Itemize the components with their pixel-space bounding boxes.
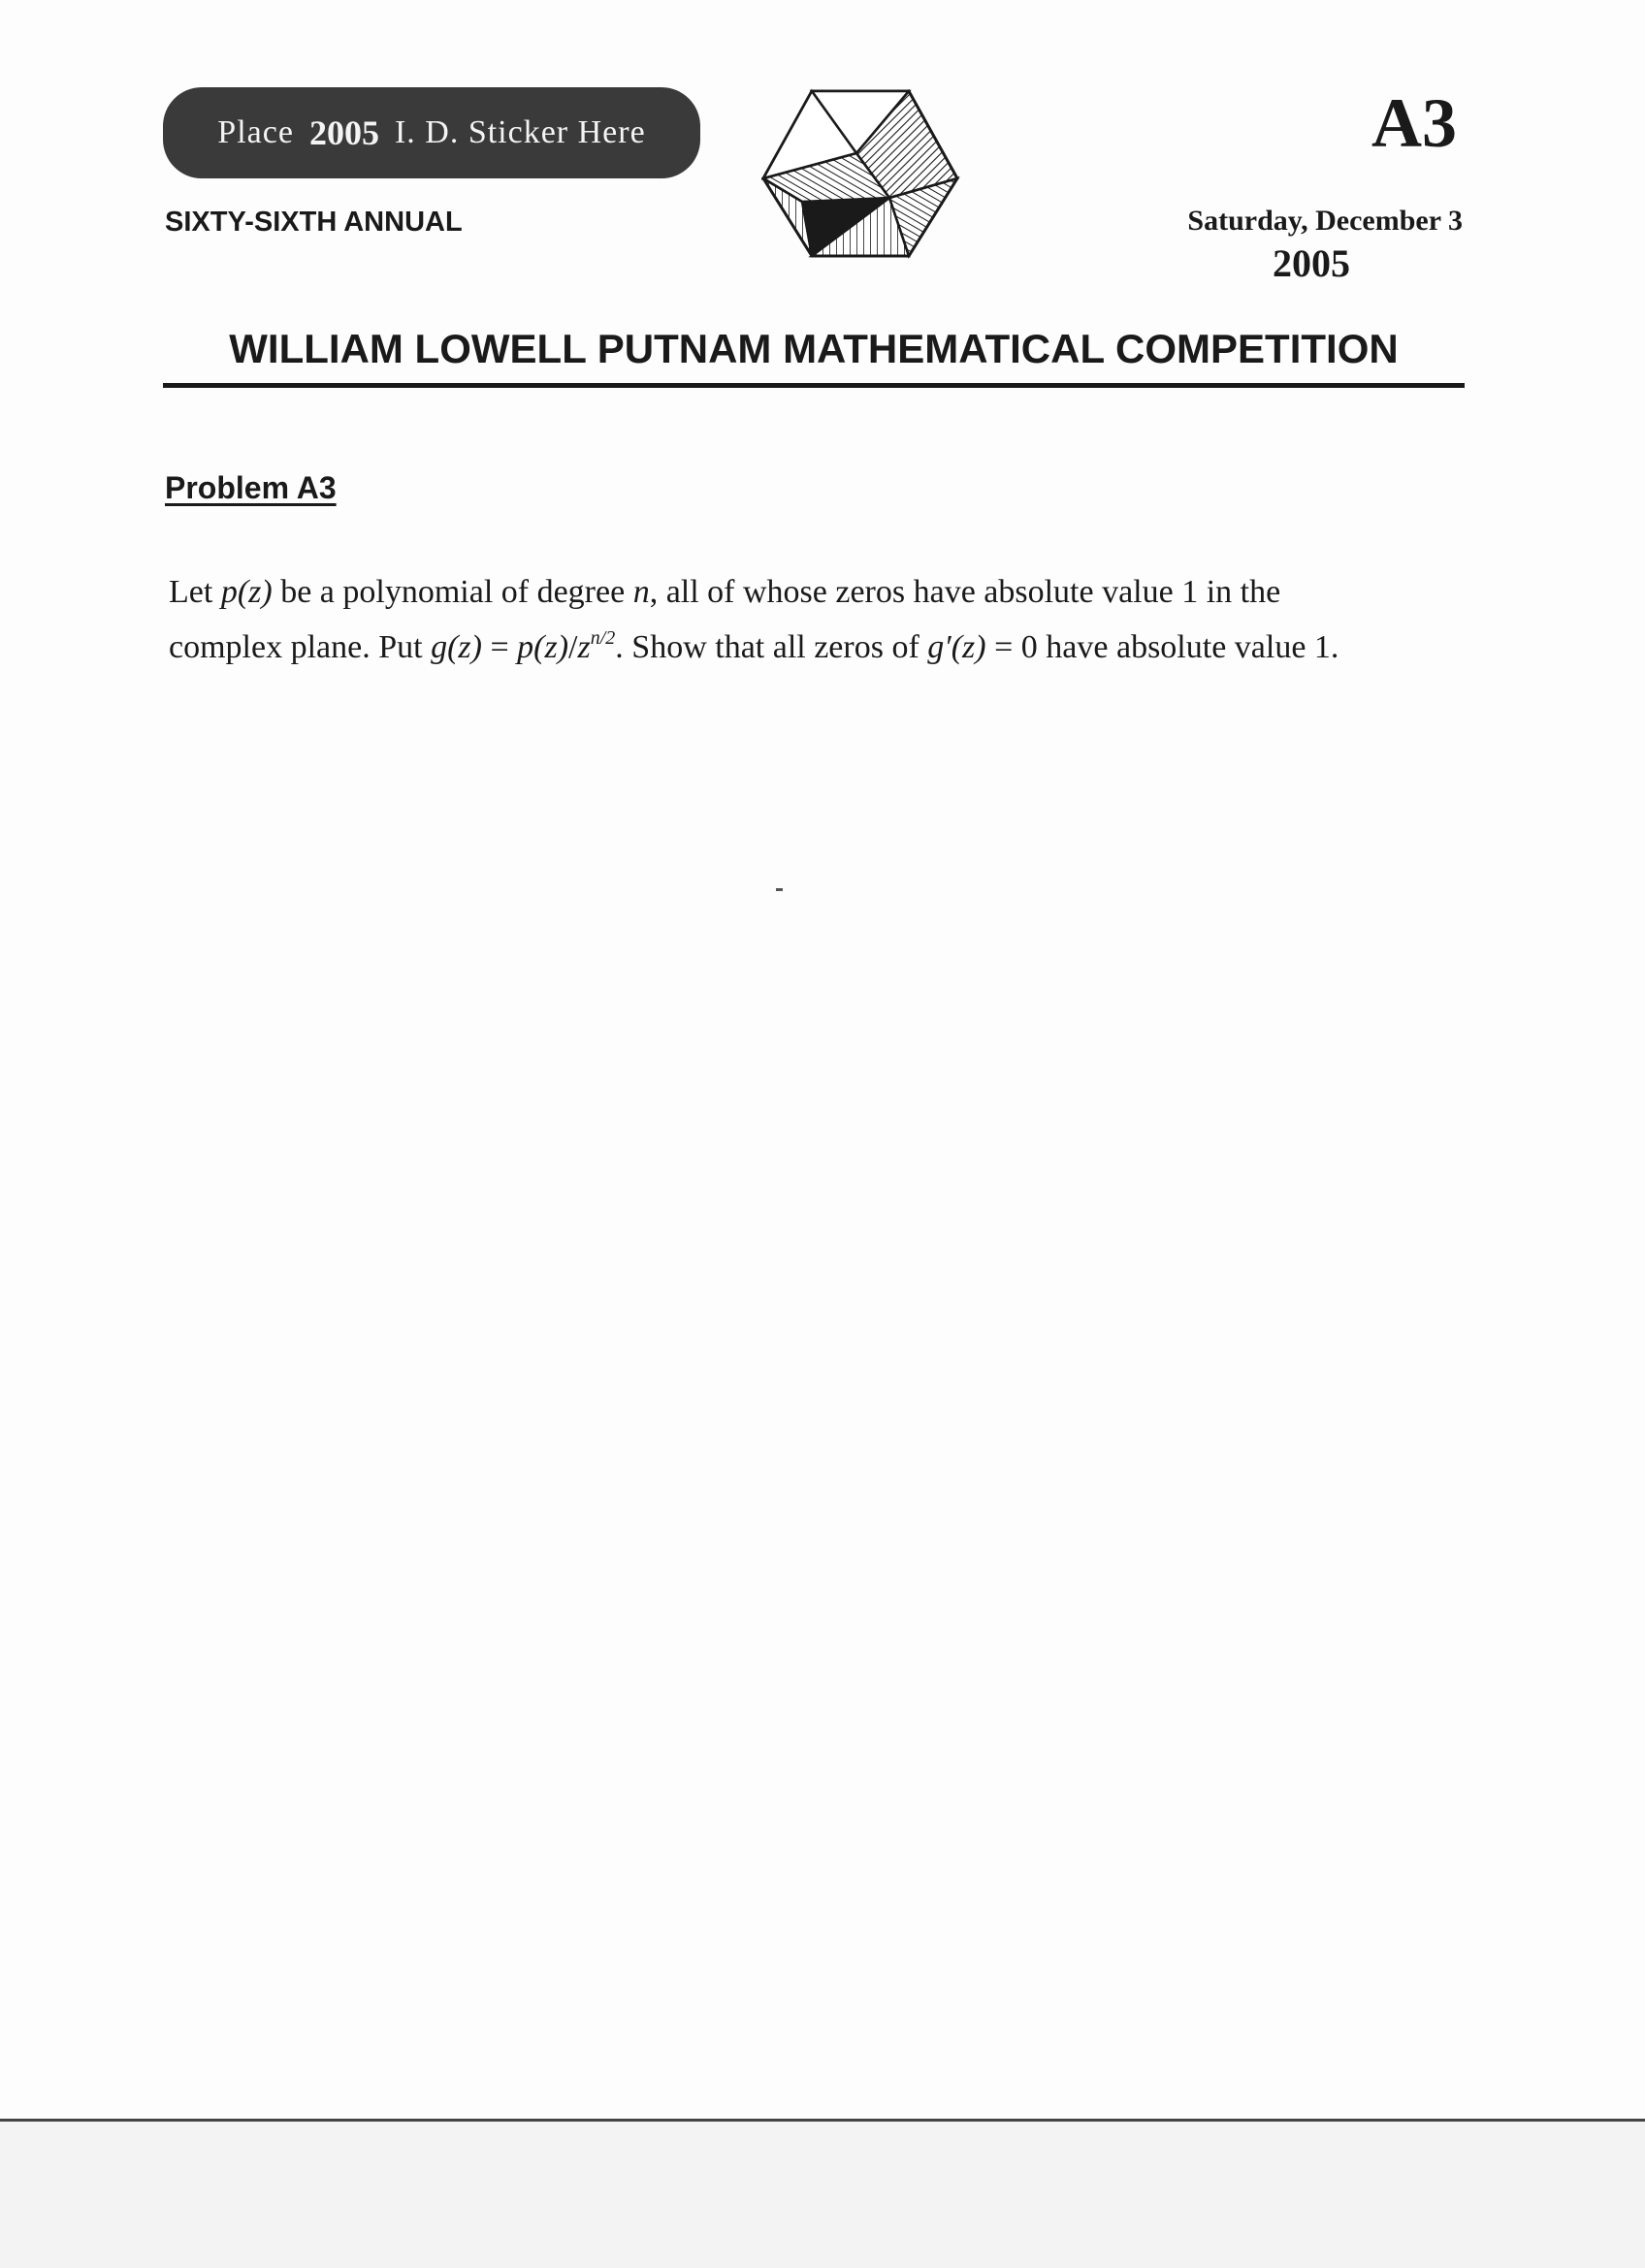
problem-statement [169,564,1381,675]
sticker-year: 2005 [308,113,379,152]
competition-logo-icon [761,85,960,262]
title-rule [163,383,1465,388]
text-segment: , all of whose zeros have absolute value 1 in the complex plane. Put [169,574,1281,665]
math-n: n [632,574,650,610]
math-slash: / [568,629,578,665]
problem-code: A3 [1371,84,1457,162]
math-z: z [577,629,591,665]
scan-margin [0,2122,1645,2268]
sticker-text-before: Place [217,114,294,150]
math-g-prime-of-z: g′(z) [927,629,986,665]
id-sticker-placeholder [163,87,700,178]
math-p-of-z: p(z) [220,574,273,610]
text-segment: have absolute value 1. [1037,629,1339,665]
math-p-of-z: p(z) [517,629,569,665]
annual-label: SIXTY-SIXTH ANNUAL [165,207,463,238]
text-segment: be a polynomial of degree [272,574,633,610]
text-segment: . Show that all zeros of [615,629,928,665]
math-exponent: n/2 [590,627,616,649]
math-equals: = [481,629,518,665]
math-g-of-z: g(z) [431,629,482,665]
exam-year: 2005 [1273,241,1350,285]
sticker-text-after: I. D. Sticker Here [394,114,646,150]
scan-speck [776,888,783,891]
text-segment: Let [169,574,221,610]
problem-heading: Problem A3 [165,470,337,505]
math-equals-zero: = 0 [985,629,1038,665]
competition-title: WILLIAM LOWELL PUTNAM MATHEMATICAL COMPETITION [229,326,1399,371]
exam-date: Saturday, December 3 [1187,205,1463,237]
